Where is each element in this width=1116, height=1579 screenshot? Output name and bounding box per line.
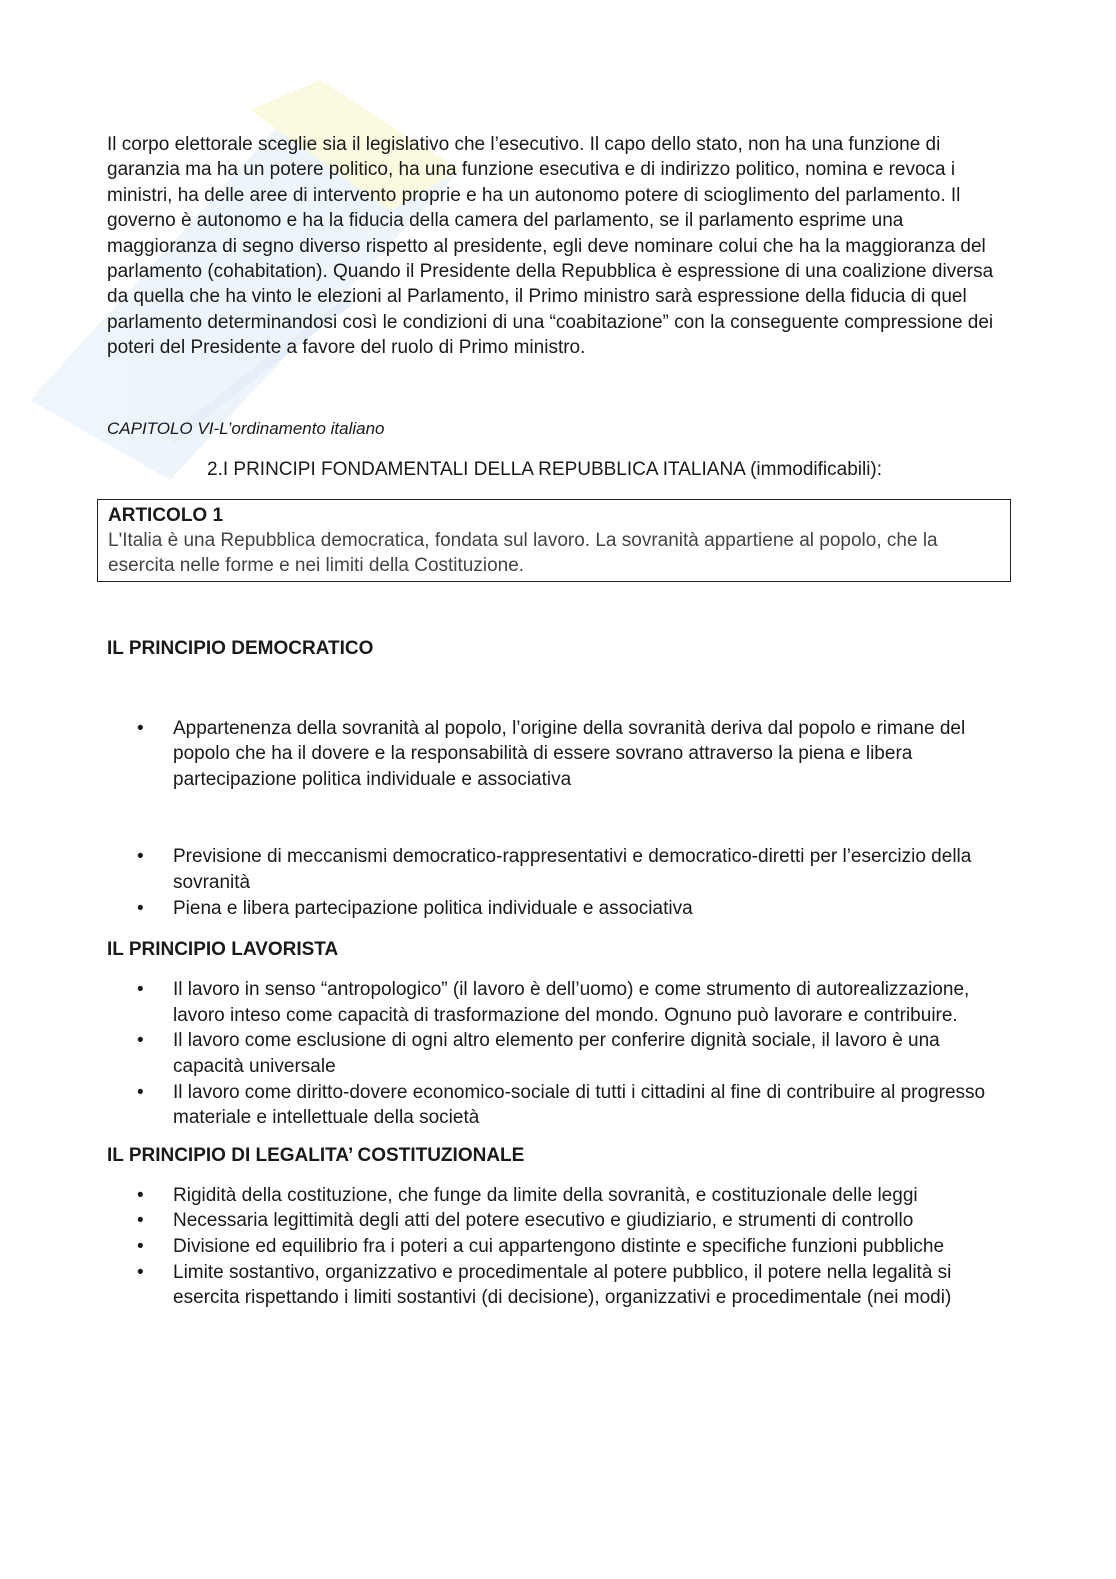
list-item: • Il lavoro in senso “antropologico” (il lavoro è dell’uomo) e come strumento di autorealizzazione, lavoro inteso come capacità di trasformazione del mondo. Ognuno può lavorare e contribuire. xyxy=(107,977,1007,1028)
list-item: • Il lavoro come esclusione di ogni altro elemento per conferire dignità sociale, il lavoro è una capacità universale xyxy=(107,1028,1007,1079)
article-title: ARTICOLO 1 xyxy=(108,504,224,526)
article-text: L'Italia è una Repubblica democratica, fondata sul lavoro. La sovranità appartiene al popolo, che la esercita nelle forme e nei limiti della Costituzione. xyxy=(108,529,938,576)
section-title: 2.I PRINCIPI FONDAMENTALI DELLA REPUBBLICA ITALIANA (immodificabili): xyxy=(207,458,883,480)
heading-principio-legalita: IL PRINCIPIO DI LEGALITA’ COSTITUZIONALE xyxy=(107,1144,525,1166)
heading-principio-democratico: IL PRINCIPIO DEMOCRATICO xyxy=(107,637,374,659)
article-box xyxy=(97,499,1011,582)
list-item: • Limite sostantivo, organizzativo e procedimentale al potere pubblico, il potere nella legalità si esercita rispettando i limiti sostantivi (di decisione), organizzativi e procedimentale (nei modi) xyxy=(107,1260,1007,1311)
list-item: • Piena e libera partecipazione politica individuale e associativa xyxy=(107,896,1007,922)
list-item: • Necessaria legittimità degli atti del potere esecutivo e giudiziario, e strumenti di controllo xyxy=(107,1208,1007,1234)
intro-paragraph: Il corpo elettorale sceglie sia il legislativo che l’esecutivo. Il capo dello stato, non ha una funzione di garanzia ma ha un potere politico, ha una funzione esecutiva e di indirizzo politico, nomina e revoca i ministri, ha delle aree di intervento proprie e ha un autonomo potere di scioglimento del parlamento. Il governo è autonomo e ha la fiducia della camera del parlamento, se il parlamento esprime una maggioranza di segno diverso rispetto al presidente, egli deve nominare colui che ha la maggioranza del parlamento (cohabitation). Quando il Presidente della Repubblica è espressione di una coalizione diversa da quella che ha vinto le elezioni al Parlamento, il Primo ministro sarà espressione della fiducia di quel parlamento determinandosi così le condizioni di una “coabitazione” con la conseguente compressione dei poteri del Presidente a favore del ruolo di Primo ministro. xyxy=(107,134,994,359)
list-item: • Appartenenza della sovranità al popolo, l’origine della sovranità deriva dal popolo e rimane del popolo che ha il dovere e la responsabilità di essere sovrano attraverso la piena e libera partecipazione politica individuale e associativa xyxy=(107,716,1007,793)
list-principio-lavorista xyxy=(107,977,1007,1131)
list-principio-legalita xyxy=(107,1183,1007,1311)
list-item: • Il lavoro come diritto-dovere economico-sociale di tutti i cittadini al fine di contribuire al progresso materiale e intellettuale della società xyxy=(107,1080,1007,1131)
chapter-title: CAPITOLO VI-L’ordinamento italiano xyxy=(107,418,385,438)
list-item: • Divisione ed equilibrio fra i poteri a cui appartengono distinte e specifiche funzioni pubbliche xyxy=(107,1234,1007,1260)
heading-principio-lavorista: IL PRINCIPIO LAVORISTA xyxy=(107,939,339,961)
list-item: • Rigidità della costituzione, che funge da limite della sovranità, e costituzionale delle leggi xyxy=(107,1183,1007,1209)
list-item: • Previsione di meccanismi democratico-rappresentativi e democratico-diretti per l’esercizio della sovranità xyxy=(107,844,1007,895)
list-principio-democratico xyxy=(107,716,1007,922)
